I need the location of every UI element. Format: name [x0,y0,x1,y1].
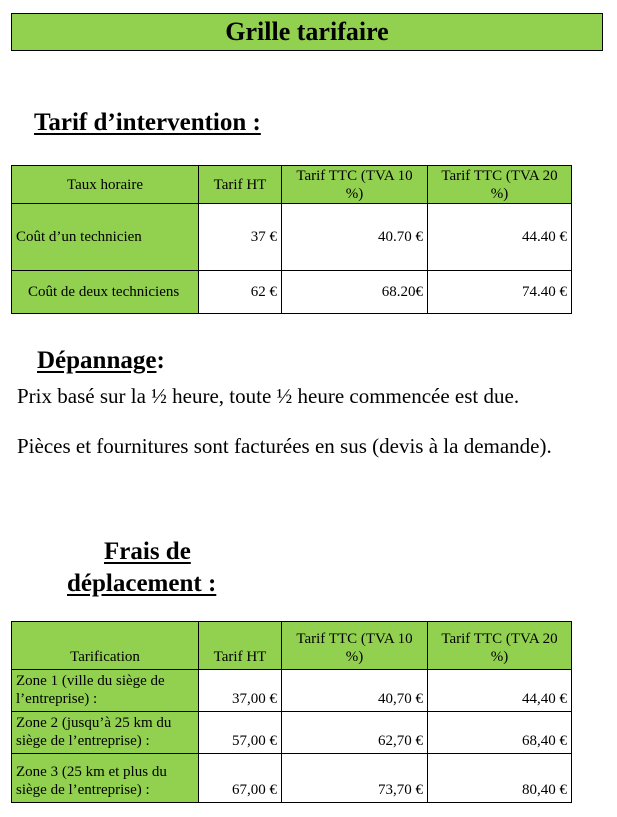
price-cell: 44.40 € [428,204,572,271]
price-cell: 68.20€ [282,271,428,314]
price-cell: 62,70 € [282,712,428,754]
price-cell: 80,40 € [428,754,572,803]
header-cell: Tarif TTC (TVA 20 %) [428,622,572,670]
price-cell: 57,00 € [199,712,282,754]
header-cell: Tarification [12,622,199,670]
table-row [12,754,572,803]
intervention-heading: Tarif d’intervention : [34,109,261,136]
table-row [12,204,572,271]
header-cell: Taux horaire [12,166,199,204]
depannage-heading [37,345,165,376]
depannage-heading-suffix: : [156,347,165,374]
price-cell: 67,00 € [199,754,282,803]
row-label: Coût de deux techniciens [12,271,199,314]
price-cell: 62 € [199,271,282,314]
page-title: Grille tarifaire [11,13,603,51]
price-cell: 74.40 € [428,271,572,314]
price-cell: 73,70 € [282,754,428,803]
row-label: Zone 3 (25 km et plus du siège de l’entreprise) : [12,754,199,803]
deplacement-table [11,621,572,803]
header-cell: Tarif TTC (TVA 10 %) [282,622,428,670]
depannage-paragraph: Prix basé sur la ½ heure, toute ½ heure commencée est due. [17,384,520,408]
table-row [12,271,572,314]
row-label: Zone 1 (ville du siège de l’entreprise) : [12,670,199,712]
row-label: Coût d’un technicien [12,204,199,271]
intervention-table [11,165,572,314]
depannage-heading-text: Dépannage [37,347,157,374]
row-label: Zone 2 (jusqu’à 25 km du siège de l’entreprise) : [12,712,199,754]
deplacement-heading-line2: déplacement : [67,570,217,597]
deplacement-heading-line1: Frais de [104,538,191,565]
price-cell: 68,40 € [428,712,572,754]
price-cell: 40,70 € [282,670,428,712]
price-cell: 40.70 € [282,204,428,271]
header-cell: Tarif HT [199,166,282,204]
header-cell: Tarif TTC (TVA 10 %) [282,166,428,204]
table-header-row [12,622,572,670]
header-cell: Tarif TTC (TVA 20 %) [428,166,572,204]
header-cell: Tarif HT [199,622,282,670]
table-row [12,712,572,754]
price-cell: 44,40 € [428,670,572,712]
depannage-paragraph: Pièces et fournitures sont facturées en sus (devis à la demande). [17,434,552,458]
table-header-row [12,166,572,204]
price-cell: 37 € [199,204,282,271]
price-cell: 37,00 € [199,670,282,712]
table-row [12,670,572,712]
